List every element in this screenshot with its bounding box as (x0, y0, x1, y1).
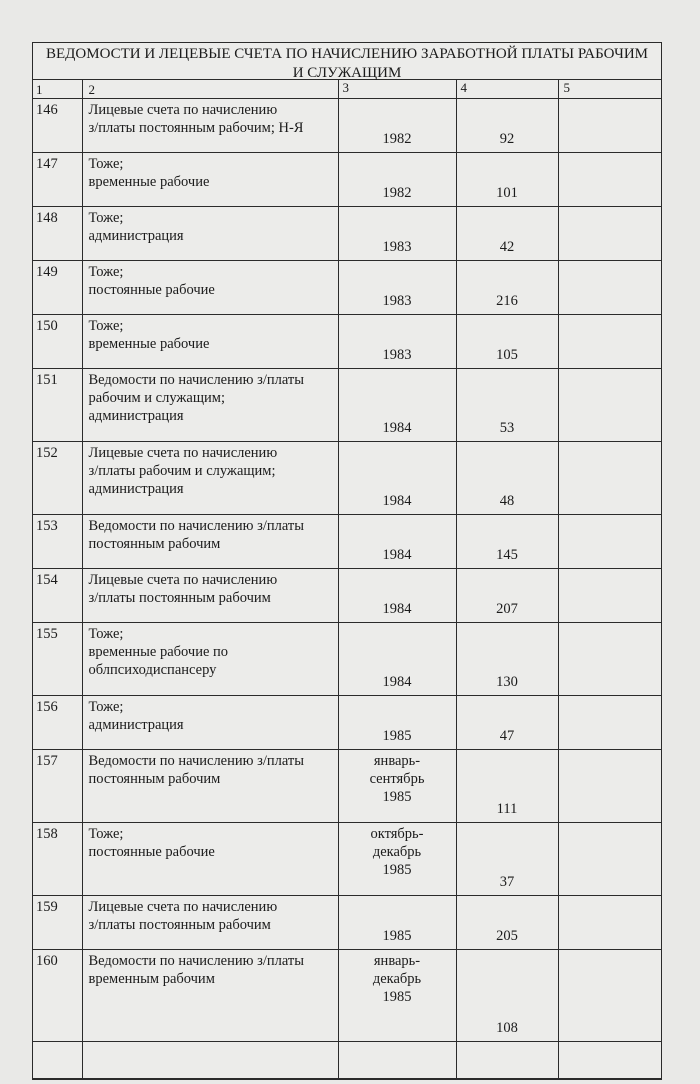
sheet-count-value: 130 (496, 674, 518, 690)
date-line: 1984 (382, 547, 412, 563)
item-description (82, 515, 338, 569)
item-notes (558, 261, 661, 315)
item-sheet-count (456, 153, 558, 207)
description-line: рабочим и служащим; (88, 390, 225, 406)
date-line: 1985 (382, 862, 412, 878)
empty-cell (338, 1042, 456, 1079)
inventory-table (33, 80, 661, 1079)
description-line: временные рабочие (88, 174, 210, 190)
item-description (82, 569, 338, 623)
item-sheet-count (456, 261, 558, 315)
column-number: 1 (33, 80, 82, 99)
item-number: 151 (33, 369, 82, 442)
empty-cell (558, 1042, 661, 1079)
date-line: октябрь- (370, 826, 424, 842)
item-sheet-count (456, 207, 558, 261)
item-sheet-count (456, 515, 558, 569)
item-sheet-count (456, 696, 558, 750)
item-dates (338, 261, 456, 315)
description-line: постоянные рабочие (88, 282, 215, 298)
table-row (33, 569, 661, 623)
item-number: 146 (33, 99, 82, 153)
item-description (82, 950, 338, 1042)
description-line: Тоже; (88, 826, 124, 842)
column-number: 3 (338, 80, 456, 99)
item-description (82, 896, 338, 950)
item-notes (558, 315, 661, 369)
date-line: 1982 (382, 131, 412, 147)
date-line: 1985 (382, 928, 412, 944)
column-number-row (33, 80, 661, 99)
date-line: 1983 (382, 347, 412, 363)
description-line: администрация (88, 717, 184, 733)
description-line: постоянные рабочие (88, 844, 215, 860)
date-line: 1985 (382, 789, 412, 805)
item-notes (558, 950, 661, 1042)
item-number: 158 (33, 823, 82, 896)
item-sheet-count (456, 369, 558, 442)
item-notes (558, 153, 661, 207)
item-notes (558, 515, 661, 569)
item-description (82, 823, 338, 896)
date-line: 1984 (382, 493, 412, 509)
item-notes (558, 623, 661, 696)
description-line: Тоже; (88, 156, 124, 172)
item-sheet-count (456, 950, 558, 1042)
table-row (33, 950, 661, 1042)
sheet-count-value: 105 (496, 347, 518, 363)
table-row (33, 696, 661, 750)
date-line: 1983 (382, 293, 412, 309)
item-dates (338, 569, 456, 623)
description-line: Тоже; (88, 626, 124, 642)
table-row (33, 315, 661, 369)
table-row (33, 369, 661, 442)
description-line: Лицевые счета по начислению (88, 572, 278, 588)
item-dates (338, 515, 456, 569)
description-line: Тоже; (88, 264, 124, 280)
table-row (33, 207, 661, 261)
description-line: Тоже; (88, 210, 124, 226)
item-dates (338, 750, 456, 823)
date-line: 1984 (382, 674, 412, 690)
description-line: Ведомости по начислению з/платы (88, 518, 304, 534)
description-line: постоянным рабочим (88, 771, 221, 787)
item-dates (338, 623, 456, 696)
item-notes (558, 896, 661, 950)
item-dates (338, 696, 456, 750)
item-notes (558, 569, 661, 623)
item-description (82, 442, 338, 515)
item-number: 152 (33, 442, 82, 515)
empty-cell (456, 1042, 558, 1079)
item-sheet-count (456, 99, 558, 153)
description-line: временным рабочим (88, 971, 215, 987)
item-number: 153 (33, 515, 82, 569)
description-line: Ведомости по начислению з/платы (88, 953, 304, 969)
sheet-count-value: 207 (496, 601, 518, 617)
item-description (82, 207, 338, 261)
sheet-count-value: 101 (496, 185, 518, 201)
item-notes (558, 99, 661, 153)
item-dates (338, 950, 456, 1042)
table-row (33, 896, 661, 950)
date-line: 1984 (382, 601, 412, 617)
item-number: 160 (33, 950, 82, 1042)
sheet-count-value: 47 (499, 728, 515, 744)
item-notes (558, 442, 661, 515)
inventory-sheet (32, 42, 662, 1080)
description-line: Ведомости по начислению з/платы (88, 372, 304, 388)
description-line: Ведомости по начислению з/платы (88, 753, 304, 769)
empty-row (33, 1042, 661, 1079)
sheet-count-value: 37 (499, 874, 515, 890)
column-number: 4 (456, 80, 558, 99)
description-line: з/платы рабочим и служащим; (88, 463, 276, 479)
description-line: облпсиходиспансеру (88, 662, 217, 678)
item-sheet-count (456, 315, 558, 369)
sheet-count-value: 145 (496, 547, 518, 563)
item-description (82, 369, 338, 442)
column-number: 5 (558, 80, 661, 99)
item-sheet-count (456, 442, 558, 515)
item-sheet-count (456, 896, 558, 950)
sheet-count-value: 92 (499, 131, 515, 147)
item-description (82, 623, 338, 696)
item-dates (338, 369, 456, 442)
description-line: з/платы постоянным рабочим; Н-Я (88, 120, 304, 136)
item-number: 156 (33, 696, 82, 750)
sheet-count-value: 216 (496, 293, 518, 309)
item-dates (338, 896, 456, 950)
description-line: временные рабочие по (88, 644, 229, 660)
description-line: Лицевые счета по начислению (88, 102, 278, 118)
date-line: 1985 (382, 728, 412, 744)
item-dates (338, 99, 456, 153)
table-row (33, 153, 661, 207)
table-row (33, 750, 661, 823)
table-row (33, 823, 661, 896)
description-line: администрация (88, 481, 184, 497)
item-dates (338, 823, 456, 896)
item-description (82, 99, 338, 153)
item-number: 150 (33, 315, 82, 369)
sheet-count-value: 48 (499, 493, 515, 509)
column-number: 2 (82, 80, 338, 99)
item-notes (558, 369, 661, 442)
item-number: 154 (33, 569, 82, 623)
description-line: з/платы постоянным рабочим (88, 590, 271, 606)
empty-cell (33, 1042, 82, 1079)
table-row (33, 623, 661, 696)
date-line: январь- (373, 753, 421, 769)
description-line: Тоже; (88, 318, 124, 334)
sheet-count-value: 205 (496, 928, 518, 944)
item-number: 147 (33, 153, 82, 207)
date-line: декабрь (372, 971, 422, 987)
date-line: январь- (373, 953, 421, 969)
description-line: администрация (88, 408, 184, 424)
item-number: 159 (33, 896, 82, 950)
item-notes (558, 750, 661, 823)
item-description (82, 696, 338, 750)
item-description (82, 750, 338, 823)
item-sheet-count (456, 823, 558, 896)
item-notes (558, 207, 661, 261)
item-number: 148 (33, 207, 82, 261)
date-line: 1982 (382, 185, 412, 201)
table-row (33, 99, 661, 153)
item-sheet-count (456, 569, 558, 623)
item-description (82, 261, 338, 315)
table-row (33, 442, 661, 515)
date-line: декабрь (372, 844, 422, 860)
sheet-count-value: 53 (499, 420, 515, 436)
item-dates (338, 442, 456, 515)
description-line: временные рабочие (88, 336, 210, 352)
description-line: постоянным рабочим (88, 536, 221, 552)
item-notes (558, 823, 661, 896)
description-line: администрация (88, 228, 184, 244)
description-line: з/платы постоянным рабочим (88, 917, 271, 933)
item-dates (338, 153, 456, 207)
item-description (82, 153, 338, 207)
empty-cell (82, 1042, 338, 1079)
sheet-count-value: 111 (496, 801, 518, 817)
item-sheet-count (456, 623, 558, 696)
item-number: 157 (33, 750, 82, 823)
date-line: сентябрь (369, 771, 425, 787)
item-dates (338, 207, 456, 261)
date-line: 1985 (382, 989, 412, 1005)
table-row (33, 515, 661, 569)
sheet-count-value: 42 (499, 239, 515, 255)
item-sheet-count (456, 750, 558, 823)
date-line: 1983 (382, 239, 412, 255)
document-title: ВЕДОМОСТИ И ЛЕЦЕВЫЕ СЧЕТА ПО НАЧИСЛЕНИЮ ЗАРАБОТНОЙ ПЛАТЫ РАБОЧИМ И СЛУЖАЩИМ (33, 43, 661, 80)
item-number: 155 (33, 623, 82, 696)
item-number: 149 (33, 261, 82, 315)
item-dates (338, 315, 456, 369)
description-line: Тоже; (88, 699, 124, 715)
table-row (33, 261, 661, 315)
sheet-count-value: 108 (496, 1020, 518, 1036)
description-line: Лицевые счета по начислению (88, 899, 278, 915)
item-notes (558, 696, 661, 750)
date-line: 1984 (382, 420, 412, 436)
item-description (82, 315, 338, 369)
description-line: Лицевые счета по начислению (88, 445, 278, 461)
